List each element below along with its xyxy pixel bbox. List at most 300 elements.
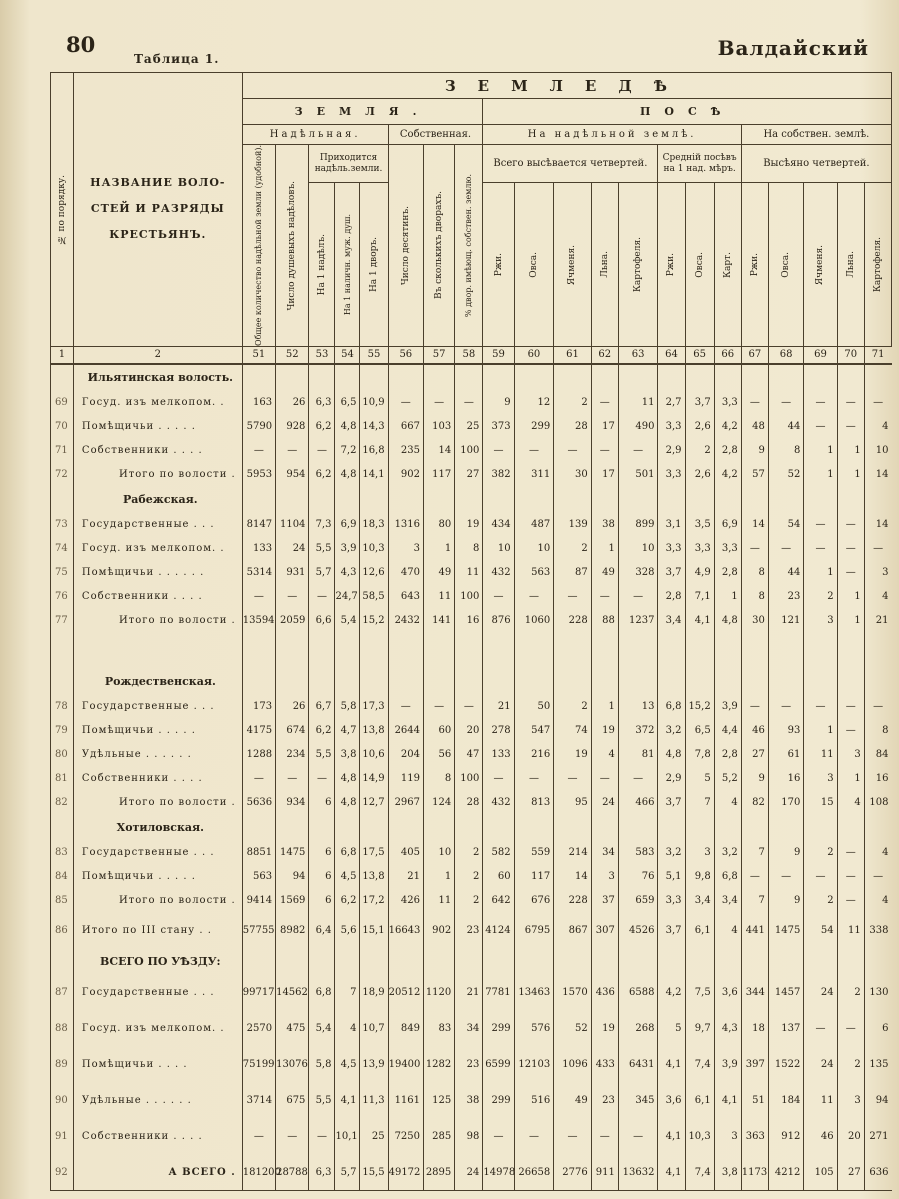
value-cell: 5636 — [242, 791, 275, 815]
value-cell: 2895 — [424, 1155, 455, 1191]
value-cell: 137 — [768, 1011, 803, 1047]
value-cell: 34 — [591, 841, 618, 865]
empty-cell — [309, 949, 335, 975]
value-cell: — — [591, 391, 618, 415]
value-cell: 4 — [864, 889, 891, 913]
empty-cell — [514, 669, 554, 695]
empty-cell — [658, 815, 685, 841]
row-name: Государственные . . . — [73, 513, 242, 537]
value-cell: 5,5 — [309, 1083, 335, 1119]
summary-row — [51, 1155, 892, 1191]
order-cell: 89 — [51, 1047, 74, 1083]
zemlya-header: ЗЕМЛЯ. — [242, 99, 483, 125]
table-row — [51, 561, 892, 585]
empty-cell — [591, 633, 618, 669]
order-cell — [51, 669, 74, 695]
column-number: 65 — [685, 346, 714, 364]
empty-cell — [424, 364, 455, 391]
value-cell: — — [741, 537, 768, 561]
value-cell: 11 — [424, 889, 455, 913]
value-cell: 228 — [554, 889, 592, 913]
posev-header: ПОСѢ — [483, 99, 892, 125]
value-cell: 1 — [837, 585, 864, 609]
value-cell: 95 — [554, 791, 592, 815]
value-cell: 3 — [837, 1083, 864, 1119]
value-cell: 6,1 — [685, 1083, 714, 1119]
table-row — [51, 585, 892, 609]
value-cell: 2,8 — [714, 439, 741, 463]
value-cell: 4,2 — [714, 415, 741, 439]
col53-header: На 1 надѣлъ. — [309, 183, 335, 347]
na-nadelnoy-header: На надѣльной землѣ. — [483, 125, 741, 145]
value-cell: — — [837, 889, 864, 913]
empty-cell — [714, 633, 741, 669]
column-number: 2 — [73, 346, 242, 364]
value-cell: 20512 — [388, 975, 423, 1011]
value-cell: 583 — [618, 841, 658, 865]
value-cell: 28 — [554, 415, 592, 439]
value-cell: 24 — [591, 791, 618, 815]
value-cell: 16,8 — [360, 439, 388, 463]
empty-cell — [554, 633, 592, 669]
empty-cell — [591, 815, 618, 841]
value-cell: 3,5 — [685, 513, 714, 537]
value-cell: 44 — [768, 561, 803, 585]
value-cell: 99717 — [242, 975, 275, 1011]
value-cell: 405 — [388, 841, 423, 865]
empty-cell — [335, 815, 360, 841]
value-cell: — — [768, 865, 803, 889]
value-cell: 7,8 — [685, 743, 714, 767]
value-cell: 2 — [455, 865, 483, 889]
section-label: Хотиловская. — [73, 815, 242, 841]
empty-cell — [591, 364, 618, 391]
value-cell: 19 — [554, 743, 592, 767]
order-cell: 69 — [51, 391, 74, 415]
value-cell: 19400 — [388, 1047, 423, 1083]
order-cell: 85 — [51, 889, 74, 913]
value-cell: 2,6 — [685, 463, 714, 487]
value-cell: 11 — [455, 561, 483, 585]
value-cell: 1 — [424, 537, 455, 561]
value-cell: 3,8 — [714, 1155, 741, 1191]
value-cell: 14 — [741, 513, 768, 537]
value-cell: 61 — [768, 743, 803, 767]
value-cell: — — [837, 865, 864, 889]
value-cell: 4,5 — [335, 865, 360, 889]
value-cell: 4212 — [768, 1155, 803, 1191]
value-cell: 7,5 — [685, 975, 714, 1011]
empty-cell — [242, 487, 275, 513]
order-cell — [51, 949, 74, 975]
empty-cell — [741, 949, 768, 975]
empty-cell — [837, 949, 864, 975]
value-cell: 52 — [554, 1011, 592, 1047]
value-cell: 6,8 — [658, 695, 685, 719]
empty-cell — [554, 949, 592, 975]
empty-cell — [455, 669, 483, 695]
value-cell: 11 — [424, 585, 455, 609]
value-cell: 60 — [483, 865, 514, 889]
value-cell: 6,3 — [309, 391, 335, 415]
value-cell: 21 — [388, 865, 423, 889]
order-cell — [51, 364, 74, 391]
empty-cell — [514, 815, 554, 841]
value-cell: 2,6 — [685, 415, 714, 439]
empty-cell — [455, 364, 483, 391]
value-cell: 338 — [864, 913, 891, 949]
order-cell: 88 — [51, 1011, 74, 1047]
summary-row — [51, 975, 892, 1011]
value-cell: 1237 — [618, 609, 658, 633]
value-cell: 559 — [514, 841, 554, 865]
value-cell: 636 — [864, 1155, 891, 1191]
value-cell: 10 — [618, 537, 658, 561]
value-cell: 3 — [685, 841, 714, 865]
value-cell: 57 — [741, 463, 768, 487]
value-cell: 4,4 — [714, 719, 741, 743]
value-cell: 4,8 — [335, 415, 360, 439]
value-cell: 3,3 — [714, 537, 741, 561]
value-cell: 2,7 — [658, 391, 685, 415]
value-cell: 344 — [741, 975, 768, 1011]
value-cell: 7250 — [388, 1119, 423, 1155]
value-cell: 6 — [309, 791, 335, 815]
empty-cell — [424, 949, 455, 975]
value-cell: 5,2 — [714, 767, 741, 791]
column-number: 69 — [804, 346, 837, 364]
value-cell: 643 — [388, 585, 423, 609]
row-name: Помѣщичьи . . . . . . — [73, 561, 242, 585]
empty-cell — [804, 633, 837, 669]
value-cell: 50 — [514, 695, 554, 719]
value-cell: 8982 — [276, 913, 309, 949]
value-cell: 4 — [864, 585, 891, 609]
table-row — [51, 537, 892, 561]
value-cell: — — [514, 767, 554, 791]
value-cell: 17 — [591, 463, 618, 487]
value-cell: 13 — [618, 695, 658, 719]
empty-cell — [514, 633, 554, 669]
empty-cell — [804, 669, 837, 695]
value-cell: 1096 — [554, 1047, 592, 1083]
value-cell: 10 — [864, 439, 891, 463]
empty-cell — [591, 669, 618, 695]
sobstvennaya-header: Собственная. — [388, 125, 483, 145]
empty-cell — [768, 669, 803, 695]
value-cell: 14562 — [276, 975, 309, 1011]
column-number: 58 — [455, 346, 483, 364]
statistics-table-wrap — [50, 72, 892, 1191]
value-cell: 13,9 — [360, 1047, 388, 1083]
value-cell: — — [837, 841, 864, 865]
empty-cell — [424, 669, 455, 695]
value-cell: 1 — [591, 537, 618, 561]
empty-cell — [804, 815, 837, 841]
value-cell: 14,9 — [360, 767, 388, 791]
empty-cell — [424, 487, 455, 513]
table-row — [51, 865, 892, 889]
value-cell: 23 — [455, 1047, 483, 1083]
value-cell: 34 — [455, 1011, 483, 1047]
value-cell: 3,3 — [658, 415, 685, 439]
value-cell: 173 — [242, 695, 275, 719]
value-cell: — — [242, 767, 275, 791]
column-number: 57 — [424, 346, 455, 364]
value-cell: 87 — [554, 561, 592, 585]
value-cell: 1282 — [424, 1047, 455, 1083]
value-cell: 6,2 — [309, 463, 335, 487]
value-cell: 11 — [804, 1083, 837, 1119]
value-cell: 8 — [455, 537, 483, 561]
value-cell: 10,3 — [685, 1119, 714, 1155]
column-number: 59 — [483, 346, 514, 364]
section-row — [51, 949, 892, 975]
col64-header: Ржи. — [658, 183, 685, 347]
empty-cell — [714, 949, 741, 975]
value-cell: 93 — [768, 719, 803, 743]
value-cell: 3,7 — [658, 913, 685, 949]
value-cell: 466 — [618, 791, 658, 815]
column-number: 64 — [658, 346, 685, 364]
value-cell: 1 — [804, 561, 837, 585]
empty-cell — [837, 364, 864, 391]
value-cell: 2644 — [388, 719, 423, 743]
value-cell: 124 — [424, 791, 455, 815]
column-number: 53 — [309, 346, 335, 364]
row-name: Удѣльные . . . . . . — [73, 1083, 242, 1119]
value-cell: 2 — [554, 391, 592, 415]
section-label: Рождественская. — [73, 669, 242, 695]
value-cell: 4,3 — [714, 1011, 741, 1047]
value-cell: 372 — [618, 719, 658, 743]
empty-cell — [618, 633, 658, 669]
value-cell: 21 — [483, 695, 514, 719]
value-cell: 80 — [424, 513, 455, 537]
value-cell: — — [455, 695, 483, 719]
value-cell: 5,4 — [335, 609, 360, 633]
value-cell: 24 — [276, 537, 309, 561]
value-cell: 135 — [864, 1047, 891, 1083]
value-cell: 5790 — [242, 415, 275, 439]
value-cell: 5953 — [242, 463, 275, 487]
empty-cell — [335, 669, 360, 695]
value-cell: — — [804, 537, 837, 561]
value-cell: 27 — [741, 743, 768, 767]
value-cell: 18,3 — [360, 513, 388, 537]
value-cell: 4,1 — [658, 1047, 685, 1083]
row-name: Собственники . . . . — [73, 439, 242, 463]
value-cell: 675 — [276, 1083, 309, 1119]
value-cell: — — [276, 585, 309, 609]
value-cell: 17,2 — [360, 889, 388, 913]
value-cell: 38 — [455, 1083, 483, 1119]
value-cell: 9 — [768, 889, 803, 913]
value-cell: 6,8 — [335, 841, 360, 865]
value-cell: 21 — [455, 975, 483, 1011]
value-cell: — — [276, 767, 309, 791]
value-cell: 9 — [741, 439, 768, 463]
value-cell: 1457 — [768, 975, 803, 1011]
empty-cell — [618, 364, 658, 391]
value-cell: 3 — [864, 561, 891, 585]
section-label: ВСЕГО ПО УѢЗДУ: — [73, 949, 242, 975]
empty-cell — [483, 487, 514, 513]
value-cell: 9 — [741, 767, 768, 791]
value-cell: 5,7 — [335, 1155, 360, 1191]
value-cell: 163 — [242, 391, 275, 415]
value-cell: 576 — [514, 1011, 554, 1047]
value-cell: 4,5 — [335, 1047, 360, 1083]
value-cell: 3,3 — [685, 537, 714, 561]
value-cell: 15,2 — [360, 609, 388, 633]
value-cell: 5,5 — [309, 743, 335, 767]
table-row — [51, 841, 892, 865]
empty-cell — [73, 633, 242, 669]
empty-cell — [424, 633, 455, 669]
column-number: 67 — [741, 346, 768, 364]
empty-cell — [276, 949, 309, 975]
value-cell: 3,9 — [335, 537, 360, 561]
value-cell: 6,2 — [335, 889, 360, 913]
empty-cell — [242, 669, 275, 695]
table-body — [51, 346, 892, 1191]
total-row — [51, 463, 892, 487]
empty-cell — [864, 669, 891, 695]
value-cell: 49 — [591, 561, 618, 585]
column-number: 1 — [51, 346, 74, 364]
value-cell: 10,7 — [360, 1011, 388, 1047]
value-cell: 5,5 — [309, 537, 335, 561]
value-cell: 7 — [685, 791, 714, 815]
value-cell: 6 — [309, 865, 335, 889]
value-cell: — — [837, 391, 864, 415]
value-cell: 27 — [455, 463, 483, 487]
empty-cell — [388, 815, 423, 841]
empty-cell — [741, 633, 768, 669]
value-cell: — — [514, 585, 554, 609]
value-cell: 911 — [591, 1155, 618, 1191]
row-name: Госуд. изъ мелкопом. . — [73, 537, 242, 561]
value-cell: 547 — [514, 719, 554, 743]
value-cell: 2 — [804, 841, 837, 865]
value-cell: — — [483, 767, 514, 791]
value-cell: 278 — [483, 719, 514, 743]
value-cell: 5,8 — [335, 695, 360, 719]
value-cell: 3,1 — [658, 513, 685, 537]
empty-cell — [242, 815, 275, 841]
value-cell: — — [837, 537, 864, 561]
value-cell: 271 — [864, 1119, 891, 1155]
value-cell: 6,9 — [714, 513, 741, 537]
value-cell: 876 — [483, 609, 514, 633]
value-cell: 6588 — [618, 975, 658, 1011]
value-cell: 44 — [768, 415, 803, 439]
empty-cell — [360, 364, 388, 391]
value-cell: — — [804, 513, 837, 537]
value-cell: 9,7 — [685, 1011, 714, 1047]
order-cell — [51, 815, 74, 841]
value-cell: 4,1 — [714, 1083, 741, 1119]
value-cell: 3,2 — [714, 841, 741, 865]
value-cell: 84 — [864, 743, 891, 767]
value-cell: — — [309, 439, 335, 463]
value-cell: 849 — [388, 1011, 423, 1047]
statistics-table — [50, 72, 892, 1191]
value-cell: 21 — [864, 609, 891, 633]
value-cell: 4,1 — [658, 1155, 685, 1191]
summary-row — [51, 1119, 892, 1155]
empty-cell — [309, 669, 335, 695]
empty-cell — [658, 669, 685, 695]
value-cell: 7 — [741, 841, 768, 865]
value-cell: 8 — [768, 439, 803, 463]
value-cell: 6795 — [514, 913, 554, 949]
section-row — [51, 669, 892, 695]
value-cell: 12,6 — [360, 561, 388, 585]
order-cell: 92 — [51, 1155, 74, 1191]
value-cell: 3,3 — [714, 391, 741, 415]
col67-header: Ржи. — [741, 183, 768, 347]
value-cell: 18,9 — [360, 975, 388, 1011]
col62-header: Льна. — [591, 183, 618, 347]
table-row — [51, 391, 892, 415]
value-cell: — — [424, 391, 455, 415]
value-cell: 46 — [741, 719, 768, 743]
value-cell: 13076 — [276, 1047, 309, 1083]
value-cell: 3 — [804, 609, 837, 633]
value-cell: 2,8 — [714, 743, 741, 767]
value-cell: — — [864, 537, 891, 561]
empty-cell — [309, 815, 335, 841]
order-cell: 86 — [51, 913, 74, 949]
value-cell: — — [554, 1119, 592, 1155]
value-cell: 8 — [864, 719, 891, 743]
row-name: Итого по волости . — [73, 463, 242, 487]
value-cell: — — [768, 391, 803, 415]
empty-cell — [309, 487, 335, 513]
value-cell: 4,7 — [335, 719, 360, 743]
value-cell: 397 — [741, 1047, 768, 1083]
value-cell: 2 — [804, 889, 837, 913]
empty-cell — [483, 633, 514, 669]
row-name: Госуд. изъ мелкопом. . — [73, 1011, 242, 1047]
value-cell: 2967 — [388, 791, 423, 815]
value-cell: 37 — [591, 889, 618, 913]
value-cell: 470 — [388, 561, 423, 585]
value-cell: 3 — [714, 1119, 741, 1155]
value-cell: 15,2 — [685, 695, 714, 719]
total-row — [51, 889, 892, 913]
empty-cell — [658, 949, 685, 975]
value-cell: 4 — [335, 1011, 360, 1047]
value-cell: — — [276, 1119, 309, 1155]
column-number: 52 — [276, 346, 309, 364]
empty-cell — [360, 669, 388, 695]
value-cell: 4,3 — [335, 561, 360, 585]
row-name: Итого по III стану . . — [73, 913, 242, 949]
value-cell: 954 — [276, 463, 309, 487]
column-number: 60 — [514, 346, 554, 364]
column-number: 66 — [714, 346, 741, 364]
value-cell: 57755 — [242, 913, 275, 949]
value-cell: — — [591, 767, 618, 791]
value-cell: 1 — [804, 719, 837, 743]
value-cell: 83 — [424, 1011, 455, 1047]
value-cell: — — [804, 391, 837, 415]
value-cell: 1570 — [554, 975, 592, 1011]
value-cell: 667 — [388, 415, 423, 439]
